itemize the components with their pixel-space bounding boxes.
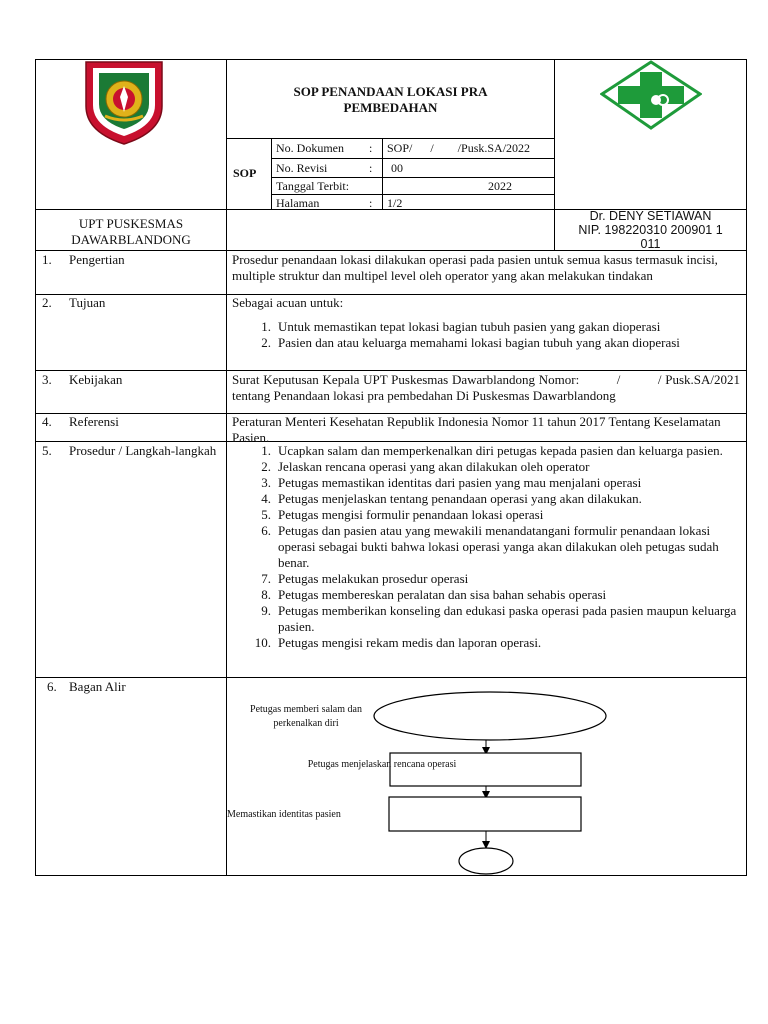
doc-number-value: SOP/ / /Pusk.SA/2022 [387,141,531,155]
page-sep: : [369,196,373,210]
right-logo [600,60,702,130]
section-3-number: 3. [42,372,52,387]
revision-value: 00 [391,161,403,175]
signer-nip-line2: 011 [640,237,661,251]
document-title-line1: SOP PENANDAAN LOKASI PRA [293,84,488,99]
organization-name-line1: UPT PUSKESMAS [78,216,184,231]
organization-name-line2: DAWARBLANDONG [71,232,191,247]
section-5-number: 5. [42,443,52,458]
section-2-title: Tujuan [69,295,106,310]
left-logo [81,58,167,146]
purpose-list [231,319,741,351]
section-1-number: 1. [42,252,52,267]
sop-label: SOP [233,166,257,180]
section-2-number: 2. [42,295,52,310]
doc-number-sep: : [369,141,373,155]
document-title-line2: PEMBEDAHAN [343,100,438,115]
section-1-title: Pengertian [69,252,125,267]
definition-text: Prosedur penandaan lokasi dilakukan operasi pada pasien untuk semua kasus termasuk incisi, multiple struktur dan multipel level oleh operator yang akan melakukan tindakan [232,252,718,283]
purpose-intro: Sebagai acuan untuk: [232,295,344,310]
section-4-title: Referensi [69,414,119,429]
reference-text: Peraturan Menteri Kesehatan Republik Indonesia Nomor 11 tahun 2017 Tentang Keselamatan Pasien. [232,414,721,445]
list-item: 1. Untuk memastikan tepat lokasi bagian tubuh pasien yang gakan dioperasi [261,319,661,334]
revision-label: No. Revisi [276,161,328,175]
list-item: 2. Pasien dan atau keluarga memahami lokasi bagian tubuh yang akan dioperasi [261,335,680,350]
flow-step-3-label: Memastikan identitas pasien [227,809,341,820]
list-item: 8. Petugas membereskan peralatan dan sisa bahan sehabis operasi [261,587,607,602]
flow-start-ellipse [374,692,606,740]
list-item: 3. Petugas memastikan identitas dari pasien yang mau menjalani operasi [261,475,642,490]
flow-step-1-label: Petugas memberi salam dan perkenalkan diri [250,704,362,729]
list-item: 4. Petugas menjelaskan tentang penandaan operasi yang akan dilakukan. [261,491,642,506]
section-5-title: Prosedur / Langkah-langkah [69,443,217,458]
signer-name: Dr. DENY SETIAWAN [589,209,712,223]
list-item: 5. Petugas mengisi formulir penandaan lokasi operasi [261,507,544,522]
policy-text: Surat Keputusan Kepala UPT Puskesmas Dawarblandong Nomor: / / Pusk.SA/2021 tentang Penandaan lokasi pra pembedahan Di Puskesmas Dawarblandong [232,372,744,403]
page-label: Halaman [276,196,320,210]
procedure-list [231,443,743,651]
list-item: 1. Ucapkan salam dan memperkenalkan diri petugas kepada pasien dan keluarga pasien. [261,443,723,458]
list-item: 10. Petugas mengisi rekam medis dan laporan operasi. [254,635,542,650]
signer-nip-line1: NIP. 198220310 200901 1 [578,223,723,237]
doc-number-label: No. Dokumen [276,141,344,155]
issue-date-value: 2022 [488,179,512,193]
flow-end-ellipse [459,848,513,874]
page-value: 1/2 [387,196,403,210]
coat-of-arms-icon [81,58,167,146]
list-item: 2. Jelaskan rencana operasi yang akan dilakukan oleh operator [261,459,590,474]
puskesmas-logo-icon [600,60,702,130]
flow-step-3-box [389,797,581,831]
section-4-number: 4. [42,414,52,429]
section-6-title: Bagan Alir [69,679,126,694]
list-item: 7. Petugas melakukan prosedur operasi [261,571,469,586]
revision-sep: : [369,161,373,175]
section-3-title: Kebijakan [69,372,123,387]
list-item: 9. Petugas memberikan konseling dan edukasi paska operasi pada pasien maupun keluarga pasien. [261,603,737,634]
section-6-number: 6. [47,679,57,694]
issue-date-label: Tanggal Terbit: [276,179,350,193]
list-item: 6. Petugas dan pasien atau yang mewakili menandatangani formulir penandaan lokasi operasi sebagai bukti bahwa lokasi operasi yanga akan dilakukan oleh petugas sudah benar. [261,523,719,570]
flow-step-2-label: Petugas menjelaskan rencana operasi [307,759,457,770]
